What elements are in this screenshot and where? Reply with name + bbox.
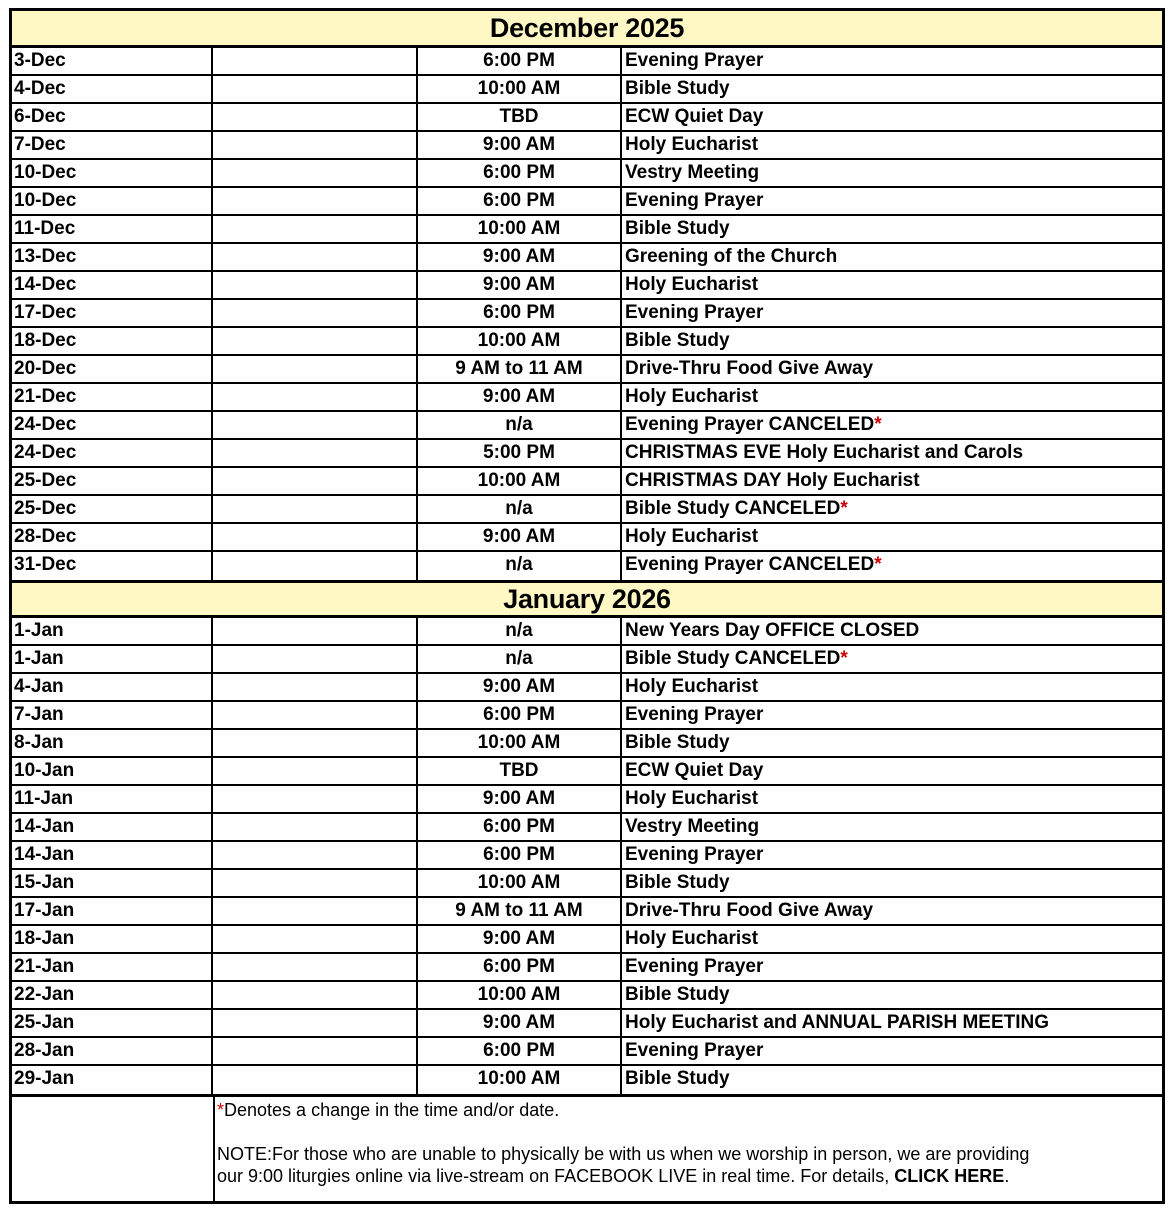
time-cell: n/a [418, 552, 622, 580]
date-cell: 18-Dec [12, 328, 213, 354]
date-cell: 14-Dec [12, 272, 213, 298]
time-cell: 6:00 PM [418, 188, 622, 214]
blank-cell [213, 76, 418, 102]
event-cell [622, 216, 1162, 242]
table-row [12, 104, 1162, 132]
schedule-table [9, 8, 1165, 1204]
month-header: January 2026 [12, 580, 1162, 618]
blank-cell [213, 1038, 418, 1064]
blank-cell [213, 468, 418, 494]
time-cell: 6:00 PM [418, 842, 622, 868]
event-cell [622, 48, 1162, 74]
blank-cell [213, 1010, 418, 1036]
blank-cell [213, 674, 418, 700]
note-line-2 [217, 1165, 1162, 1187]
table-row [12, 468, 1162, 496]
blank-cell [213, 870, 418, 896]
event-name: ECW Quiet Day [625, 760, 764, 781]
event-name: Holy Eucharist [625, 386, 759, 407]
table-row [12, 356, 1162, 384]
table-row [12, 618, 1162, 646]
event-cell [622, 412, 1162, 438]
event-name: Bible Study CANCELED [625, 498, 841, 519]
blank-cell [213, 786, 418, 812]
date-cell: 3-Dec [12, 48, 213, 74]
table-row [12, 1038, 1162, 1066]
time-cell: 9:00 AM [418, 132, 622, 158]
months-container [12, 11, 1162, 1094]
event-cell [622, 300, 1162, 326]
event-cell [622, 1038, 1162, 1064]
date-cell: 10-Jan [12, 758, 213, 784]
date-cell: 29-Jan [12, 1066, 213, 1094]
date-cell: 14-Jan [12, 814, 213, 840]
blank-cell [213, 384, 418, 410]
event-cell [622, 646, 1162, 672]
table-row [12, 132, 1162, 160]
change-marker: * [840, 498, 848, 519]
event-name: Holy Eucharist [625, 788, 759, 809]
event-name: Evening Prayer [625, 50, 764, 71]
event-name: Holy Eucharist [625, 274, 759, 295]
event-cell [622, 842, 1162, 868]
table-row [12, 440, 1162, 468]
event-name: Bible Study [625, 330, 730, 351]
table-row [12, 412, 1162, 440]
time-cell: 9:00 AM [418, 1010, 622, 1036]
table-row [12, 496, 1162, 524]
event-name: Holy Eucharist [625, 526, 759, 547]
change-marker: * [217, 1100, 225, 1120]
time-cell: n/a [418, 618, 622, 644]
event-name: Evening Prayer [625, 190, 764, 211]
table-row [12, 954, 1162, 982]
date-cell: 25-Jan [12, 1010, 213, 1036]
event-name: Bible Study [625, 732, 730, 753]
event-cell [622, 814, 1162, 840]
month-rows [12, 48, 1162, 580]
date-cell: 18-Jan [12, 926, 213, 952]
event-name: Evening Prayer CANCELED [625, 554, 875, 575]
table-row [12, 272, 1162, 300]
date-cell: 10-Dec [12, 188, 213, 214]
event-cell [622, 898, 1162, 924]
blank-cell [213, 440, 418, 466]
date-cell: 20-Dec [12, 356, 213, 382]
time-cell: 9:00 AM [418, 272, 622, 298]
date-cell: 15-Jan [12, 870, 213, 896]
time-cell: 10:00 AM [418, 468, 622, 494]
table-row [12, 160, 1162, 188]
time-cell: 9:00 AM [418, 674, 622, 700]
table-row [12, 898, 1162, 926]
time-cell: 6:00 PM [418, 48, 622, 74]
date-cell: 10-Dec [12, 160, 213, 186]
table-row [12, 702, 1162, 730]
blank-cell [213, 356, 418, 382]
blank-cell [213, 160, 418, 186]
event-name: Holy Eucharist [625, 676, 759, 697]
blank-cell [213, 982, 418, 1008]
time-cell: 9:00 AM [418, 384, 622, 410]
event-name: Evening Prayer CANCELED [625, 414, 875, 435]
event-name: Bible Study [625, 984, 730, 1005]
event-name: New Years Day OFFICE CLOSED [625, 620, 920, 641]
table-row [12, 300, 1162, 328]
table-row [12, 328, 1162, 356]
event-cell [622, 244, 1162, 270]
event-cell [622, 160, 1162, 186]
event-cell [622, 674, 1162, 700]
time-cell: 6:00 PM [418, 160, 622, 186]
month-header: December 2025 [12, 11, 1162, 48]
event-cell [622, 328, 1162, 354]
event-cell [622, 496, 1162, 522]
date-cell: 25-Dec [12, 468, 213, 494]
table-row [12, 730, 1162, 758]
event-name: Bible Study [625, 78, 730, 99]
date-cell: 7-Dec [12, 132, 213, 158]
table-row [12, 842, 1162, 870]
time-cell: TBD [418, 758, 622, 784]
date-cell: 24-Dec [12, 440, 213, 466]
note-period: . [1004, 1166, 1010, 1186]
event-name: Holy Eucharist [625, 134, 759, 155]
event-cell [622, 188, 1162, 214]
time-cell: TBD [418, 104, 622, 130]
event-cell [622, 618, 1162, 644]
blank-cell [213, 188, 418, 214]
time-cell: 6:00 PM [418, 1038, 622, 1064]
time-cell: 5:00 PM [418, 440, 622, 466]
date-cell: 11-Jan [12, 786, 213, 812]
blank-cell [213, 552, 418, 580]
date-cell: 28-Dec [12, 524, 213, 550]
legend-line [217, 1099, 1162, 1121]
blank-cell [213, 758, 418, 784]
event-cell [622, 982, 1162, 1008]
event-name: Bible Study CANCELED [625, 648, 841, 669]
event-name: Evening Prayer [625, 844, 764, 865]
blank-cell [213, 618, 418, 644]
table-row [12, 384, 1162, 412]
event-cell [622, 76, 1162, 102]
change-marker: * [874, 554, 882, 575]
blank-cell [213, 842, 418, 868]
blank-cell [213, 898, 418, 924]
table-row [12, 1066, 1162, 1094]
event-name: Evening Prayer [625, 956, 764, 977]
time-cell: n/a [418, 646, 622, 672]
event-cell [622, 132, 1162, 158]
event-cell [622, 954, 1162, 980]
date-cell: 24-Dec [12, 412, 213, 438]
time-cell: 10:00 AM [418, 76, 622, 102]
date-cell: 14-Jan [12, 842, 213, 868]
time-cell: 9:00 AM [418, 786, 622, 812]
blank-cell [213, 1066, 418, 1094]
table-row [12, 758, 1162, 786]
table-row [12, 216, 1162, 244]
event-cell [622, 870, 1162, 896]
table-row [12, 552, 1162, 580]
event-name: Drive-Thru Food Give Away [625, 358, 874, 379]
event-name: Vestry Meeting [625, 816, 760, 837]
time-cell: 6:00 PM [418, 702, 622, 728]
event-name: Bible Study [625, 218, 730, 239]
table-row [12, 646, 1162, 674]
blank-cell [213, 272, 418, 298]
note-line-1: NOTE:For those who are unable to physically be with us when we worship in person, we are providing [217, 1144, 1030, 1164]
event-cell [622, 926, 1162, 952]
date-cell: 22-Jan [12, 982, 213, 1008]
blank-cell [213, 412, 418, 438]
table-row [12, 674, 1162, 702]
date-cell: 17-Jan [12, 898, 213, 924]
event-name: CHRISTMAS DAY Holy Eucharist [625, 470, 920, 491]
event-cell [622, 702, 1162, 728]
table-row [12, 814, 1162, 842]
time-cell: n/a [418, 496, 622, 522]
time-cell: 6:00 PM [418, 954, 622, 980]
event-cell [622, 552, 1162, 580]
time-cell: 10:00 AM [418, 870, 622, 896]
event-cell [622, 524, 1162, 550]
blank-cell [213, 646, 418, 672]
time-cell: 9 AM to 11 AM [418, 898, 622, 924]
date-cell: 21-Dec [12, 384, 213, 410]
month-rows [12, 618, 1162, 1094]
table-row [12, 76, 1162, 104]
date-cell: 13-Dec [12, 244, 213, 270]
table-row [12, 188, 1162, 216]
event-name: Vestry Meeting [625, 162, 760, 183]
blank-cell [213, 244, 418, 270]
date-cell: 21-Jan [12, 954, 213, 980]
table-row [12, 870, 1162, 898]
time-cell: 9:00 AM [418, 926, 622, 952]
table-row [12, 524, 1162, 552]
click-here-link[interactable]: CLICK HERE [894, 1166, 1005, 1186]
date-cell: 1-Jan [12, 618, 213, 644]
blank-cell [213, 216, 418, 242]
date-cell: 4-Dec [12, 76, 213, 102]
event-name: Greening of the Church [625, 246, 838, 267]
event-name: CHRISTMAS EVE Holy Eucharist and Carols [625, 442, 1024, 463]
table-row [12, 926, 1162, 954]
time-cell: 10:00 AM [418, 982, 622, 1008]
event-name: Evening Prayer [625, 302, 764, 323]
blank-cell [213, 702, 418, 728]
event-cell [622, 272, 1162, 298]
table-row [12, 48, 1162, 76]
event-name: Evening Prayer [625, 1040, 764, 1061]
time-cell: n/a [418, 412, 622, 438]
footer-text-cell [215, 1097, 1162, 1201]
event-name: Bible Study [625, 872, 730, 893]
time-cell: 6:00 PM [418, 300, 622, 326]
blank-cell [213, 814, 418, 840]
date-cell: 25-Dec [12, 496, 213, 522]
blank-cell [213, 132, 418, 158]
date-cell: 1-Jan [12, 646, 213, 672]
time-cell: 9:00 AM [418, 524, 622, 550]
event-name: Bible Study [625, 1068, 730, 1089]
change-marker: * [874, 414, 882, 435]
blank-cell [213, 104, 418, 130]
event-cell [622, 1066, 1162, 1094]
event-name: Drive-Thru Food Give Away [625, 900, 874, 921]
time-cell: 6:00 PM [418, 814, 622, 840]
time-cell: 10:00 AM [418, 730, 622, 756]
blank-cell [213, 926, 418, 952]
event-cell [622, 786, 1162, 812]
event-cell [622, 758, 1162, 784]
event-name: Holy Eucharist [625, 928, 759, 949]
event-name: Holy Eucharist and ANNUAL PARISH MEETING [625, 1012, 1050, 1033]
blank-cell [213, 524, 418, 550]
event-cell [622, 468, 1162, 494]
footer-notes [12, 1094, 1162, 1201]
time-cell: 10:00 AM [418, 328, 622, 354]
blank-cell [213, 496, 418, 522]
blank-cell [213, 48, 418, 74]
time-cell: 10:00 AM [418, 216, 622, 242]
table-row [12, 1010, 1162, 1038]
note-line-2-text: our 9:00 liturgies online via live-stream on FACEBOOK LIVE in real time. For details, [217, 1166, 895, 1186]
event-cell [622, 384, 1162, 410]
date-cell: 17-Dec [12, 300, 213, 326]
event-cell [622, 104, 1162, 130]
event-cell [622, 1010, 1162, 1036]
date-cell: 7-Jan [12, 702, 213, 728]
date-cell: 11-Dec [12, 216, 213, 242]
time-cell: 9 AM to 11 AM [418, 356, 622, 382]
date-cell: 6-Dec [12, 104, 213, 130]
time-cell: 9:00 AM [418, 244, 622, 270]
blank-cell [213, 300, 418, 326]
event-name: ECW Quiet Day [625, 106, 764, 127]
blank-cell [213, 954, 418, 980]
table-row [12, 786, 1162, 814]
blank-cell [213, 730, 418, 756]
date-cell: 4-Jan [12, 674, 213, 700]
event-name: Evening Prayer [625, 704, 764, 725]
table-row [12, 982, 1162, 1010]
footer-blank-cell [12, 1097, 215, 1201]
date-cell: 8-Jan [12, 730, 213, 756]
table-row [12, 244, 1162, 272]
event-cell [622, 356, 1162, 382]
event-cell [622, 440, 1162, 466]
time-cell: 10:00 AM [418, 1066, 622, 1094]
change-marker: * [840, 648, 848, 669]
date-cell: 28-Jan [12, 1038, 213, 1064]
date-cell: 31-Dec [12, 552, 213, 580]
event-cell [622, 730, 1162, 756]
blank-cell [213, 328, 418, 354]
legend-text: Denotes a change in the time and/or date. [224, 1100, 560, 1120]
